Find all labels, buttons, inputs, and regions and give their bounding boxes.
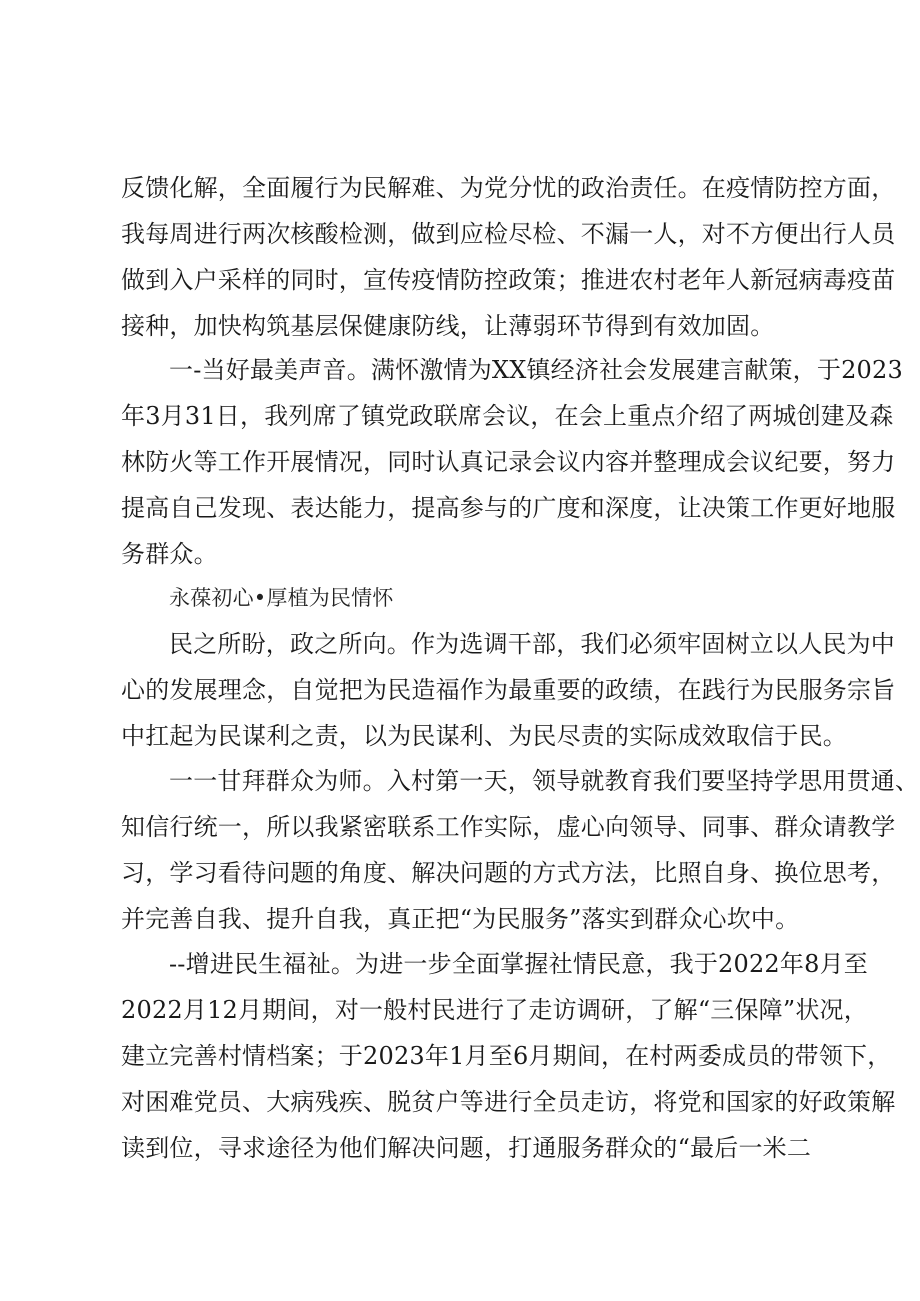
paragraph-3-line-2: 心的发展理念，自觉把为民造福作为最重要的政绩，在践行为民服务宗旨: [121, 676, 896, 704]
paragraph-2-line-5: 务群众。: [121, 540, 218, 568]
paragraph-1-line-4: 接种，加快构筑基层保健康防线，让薄弱环节得到有效加固。: [121, 312, 775, 340]
paragraph-3-line-3: 中扛起为民谋利之责，以为民谋利、为民尽责的实际成效取信于民。: [121, 722, 847, 750]
paragraph-2-line-2: 年3月31日，我列席了镇党政联席会议，在会上重点介绍了两城创建及森: [121, 402, 894, 430]
paragraph-1-line-2: 我每周进行两次核酸检测，做到应检尽检、不漏一人，对不方便出行人员: [121, 220, 896, 248]
paragraph-4-line-1: 一一甘拜群众为师。入村第一天，领导就教育我们要坚持学思用贯通、: [169, 767, 920, 795]
paragraph-2-line-4: 提高自己发现、表达能力，提高参与的广度和深度，让决策工作更好地服: [121, 494, 896, 522]
paragraph-1-line-1: 反馈化解，全面履行为民解难、为党分忧的政治责任。在疫情防控方面，: [121, 174, 896, 202]
paragraph-2-line-3: 林防火等工作开展情况，同时认真记录会议内容并整理成会议纪要，努力: [121, 448, 896, 476]
paragraph-4-line-2: 知信行统一，所以我紧密联系工作实际，虚心向领导、同事、群众请教学: [121, 813, 896, 841]
paragraph-4-line-4: 并完善自我、提升自我，真正把“为民服务”落实到群众心坎中。: [121, 905, 800, 933]
paragraph-1-line-3: 做到入户采样的同时，宣传疫情防控政策；推进农村老年人新冠病毒疫苗: [121, 266, 896, 294]
paragraph-5-line-1: --增进民生福祉。为进一步全面掌握社情民意，我于2022年8月至: [169, 950, 868, 978]
paragraph-5-line-2: 2022月12月期间，对一般村民进行了走访调研，了解“三保障”状况，: [121, 996, 868, 1024]
section-heading: 永葆初心•厚植为民情怀: [169, 586, 394, 610]
paragraph-5-line-3: 建立完善村情档案；于2023年1月至6月期间，在村两委成员的带领下，: [121, 1042, 892, 1070]
paragraph-5-line-4: 对困难党员、大病残疾、脱贫户等进行全员走访，将党和国家的好政策解: [121, 1088, 896, 1116]
paragraph-3-line-1: 民之所盼，政之所向。作为选调干部，我们必须牢固树立以人民为中: [169, 630, 895, 658]
paragraph-2-line-1: 一-当好最美声音。满怀激情为XX镇经济社会发展建言献策，于2023: [169, 356, 903, 384]
paragraph-5-line-5: 读到位，寻求途径为他们解决问题，打通服务群众的“最后一米二: [121, 1134, 812, 1162]
paragraph-4-line-3: 习，学习看待问题的角度、解决问题的方式方法，比照自身、换位思考，: [121, 859, 896, 887]
